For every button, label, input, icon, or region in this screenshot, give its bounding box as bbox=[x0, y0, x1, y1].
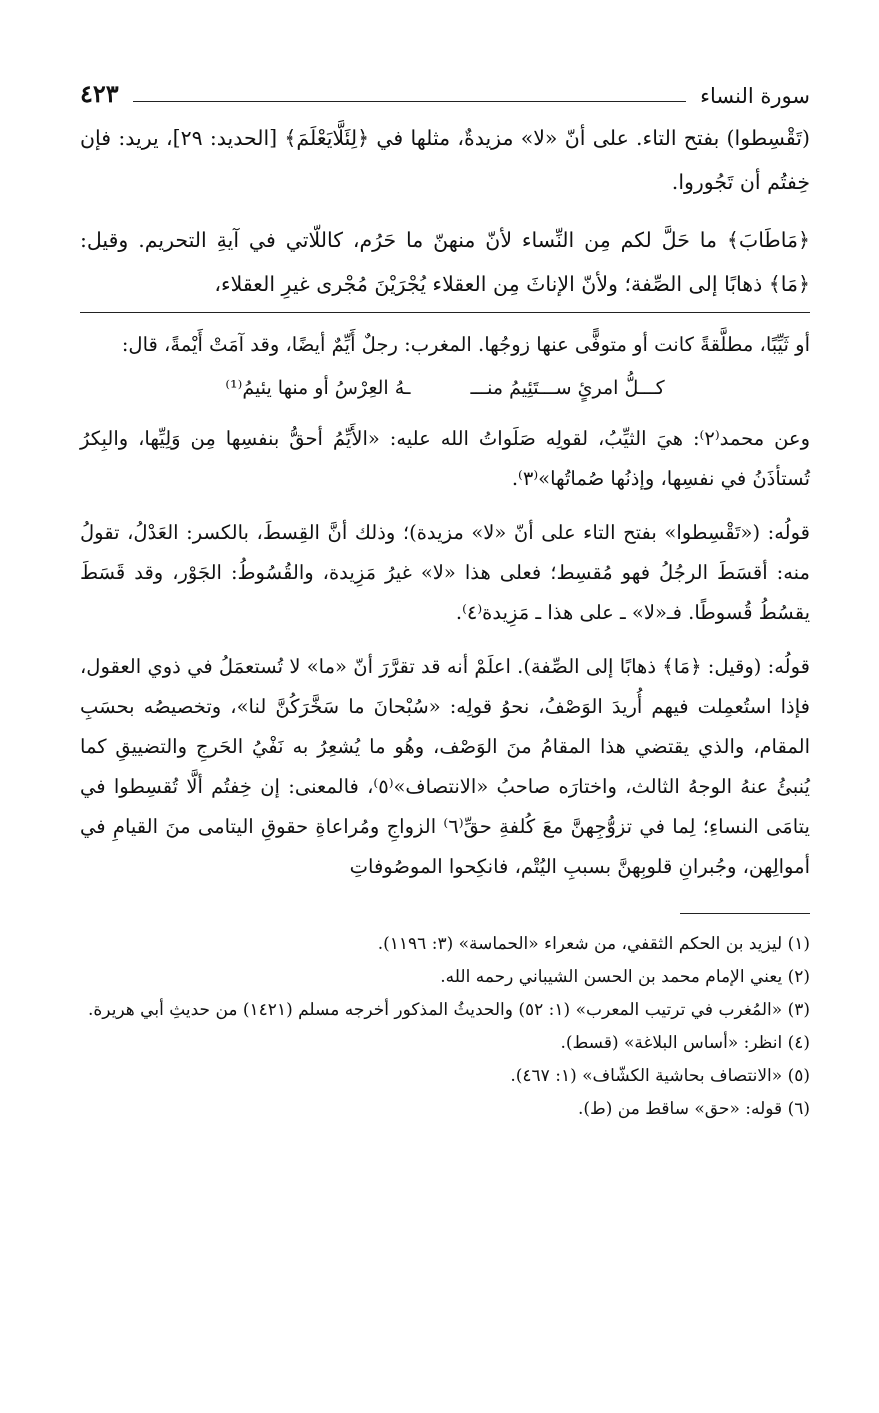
main-paragraph: (تَقْسِطوا) بفتح التاء. على أنّ «لا» مزيدةٌ، مثلها في ﴿لِئَلَّايَعْلَمَ﴾ [الحديد: ٢٩]، يريد: فإن خِفتُم أن تَجُوروا. bbox=[80, 126, 810, 194]
footnote: (٤) انظر: «أساس البلاغة» (قسط). bbox=[560, 1033, 810, 1053]
commentary-paragraph: قولُه: (وقيل: ﴿مَا﴾ ذهابًا إلى الصِّفة). اعلَمْ أنه قد تقرَّرَ أنّ «ما» لا تُستعمَلُ في ذوي العقول، فإذا استُعمِلت فيهم أُريدَ الوَصْفُ، نحوُ قولِه: «سُبْحانَ ما سَخَّرَكُنَّ لنا»، وتخصيصُه بحسَبِ المقام، والذي يقتضي هذا المقامُ منَ الوَصْف، وهُو ما يُشعِرُ به نَفْيُ الحَرجِ والتضييقِ كما يُنبئُ عنهُ الوجهُ الثالث، واختارَه صاحبُ «الانتصاف»⁽٥⁾، فالمعنى: إن خِفتُم ألَّا تُقسِطوا في يتامَى النساءِ؛ لِما في تزوُّجِهنَّ معَ كُلفةِ حقِّ⁽٦⁾ الزواجِ ومُراعاةِ حقوقِ اليتامى منَ القيامِ في أموالِهن، وجُبرانِ قلوبِهنَّ بسببِ اليُتْم، فانكِحوا الموصُوفاتِ bbox=[80, 655, 810, 878]
footnote: (٦) قوله: «حق» ساقط من (ط). bbox=[578, 1099, 810, 1119]
commentary-paragraph: أو ثَيِّبًا، مطلَّقةً كانت أو متوفًّى عنها زوجُها. المغرب: رجلٌ أَيِّمٌ أيضًا، وقد آمَتْ أَيْمةً، قال: bbox=[121, 333, 810, 356]
footnote: (٢) يعني الإمام محمد بن الحسن الشيباني رحمه الله. bbox=[440, 967, 810, 987]
main-text bbox=[80, 116, 810, 306]
page-number: ٤٢٣ bbox=[80, 79, 119, 108]
commentary bbox=[80, 325, 810, 887]
footnote: (٣) «المُغرب في ترتيب المعرب» (١: ٥٢) والحديثُ المذكور أخرجه مسلم (١٤٢١) من حديثِ أبي هريرة. bbox=[88, 1000, 810, 1020]
footnote-separator bbox=[680, 913, 810, 914]
running-header bbox=[80, 70, 810, 108]
footnotes bbox=[80, 928, 810, 1126]
surah-title: سورة النساء bbox=[700, 84, 810, 108]
poetry-verse bbox=[80, 367, 810, 409]
verse-hemistich-left: ـهُ العِرْسُ أو منها يئيمُ⁽¹⁾ bbox=[225, 377, 411, 399]
commentary-paragraph: وعن محمد⁽٢⁾: هيَ الثيِّبُ، لقولِه صَلَواتُ الله عليه: «الأَيِّمُ أحقُّ بنفسِها مِن وَلِيِّها، والبِكرُ تُستأذَنُ في نفسِها، وإذنُها صُماتُها»⁽٣⁾. bbox=[80, 427, 810, 490]
page bbox=[80, 70, 810, 1126]
section-divider bbox=[80, 312, 810, 313]
verse-hemistich-right: كـــلُّ امرئٍ ســـتَئِيمُ منـــ bbox=[470, 377, 665, 399]
commentary-paragraph: قولُه: («تَقْسِطوا» بفتح التاء على أنّ «لا» مزيدة)؛ وذلك أنَّ القِسطَ، بالكسر: العَدْلُ، تقولُ منه: أقسَطَ الرجُلُ فهو مُقسِط؛ فعلى هذا «لا» غيرُ مَزِيدة، والقُسُوطُ: الجَوْر، وقد قَسَطَ يقسُطُ قُسوطًا. فـ«لا» ـ على هذا ـ مَزِيدة⁽٤⁾. bbox=[80, 521, 810, 624]
footnote: (٥) «الانتصاف بحاشية الكشّاف» (١: ٤٦٧). bbox=[510, 1066, 810, 1086]
header-rule bbox=[133, 101, 686, 102]
footnote: (١) ليزيد بن الحكم الثقفي، من شعراء «الحماسة» (٣: ١١٩٦). bbox=[377, 934, 810, 954]
main-paragraph: ﴿مَاطَابَ﴾ ما حَلَّ لكم مِن النِّساء لأنّ منهنّ ما حَرُم، كاللّاتي في آيةِ التحريم. وقيل: ﴿مَا﴾ ذهابًا إلى الصِّفة؛ ولأنّ الإناثَ مِن العقلاء يُجْرَيْنَ مُجْرى غيرِ العقلاء، bbox=[80, 228, 810, 296]
